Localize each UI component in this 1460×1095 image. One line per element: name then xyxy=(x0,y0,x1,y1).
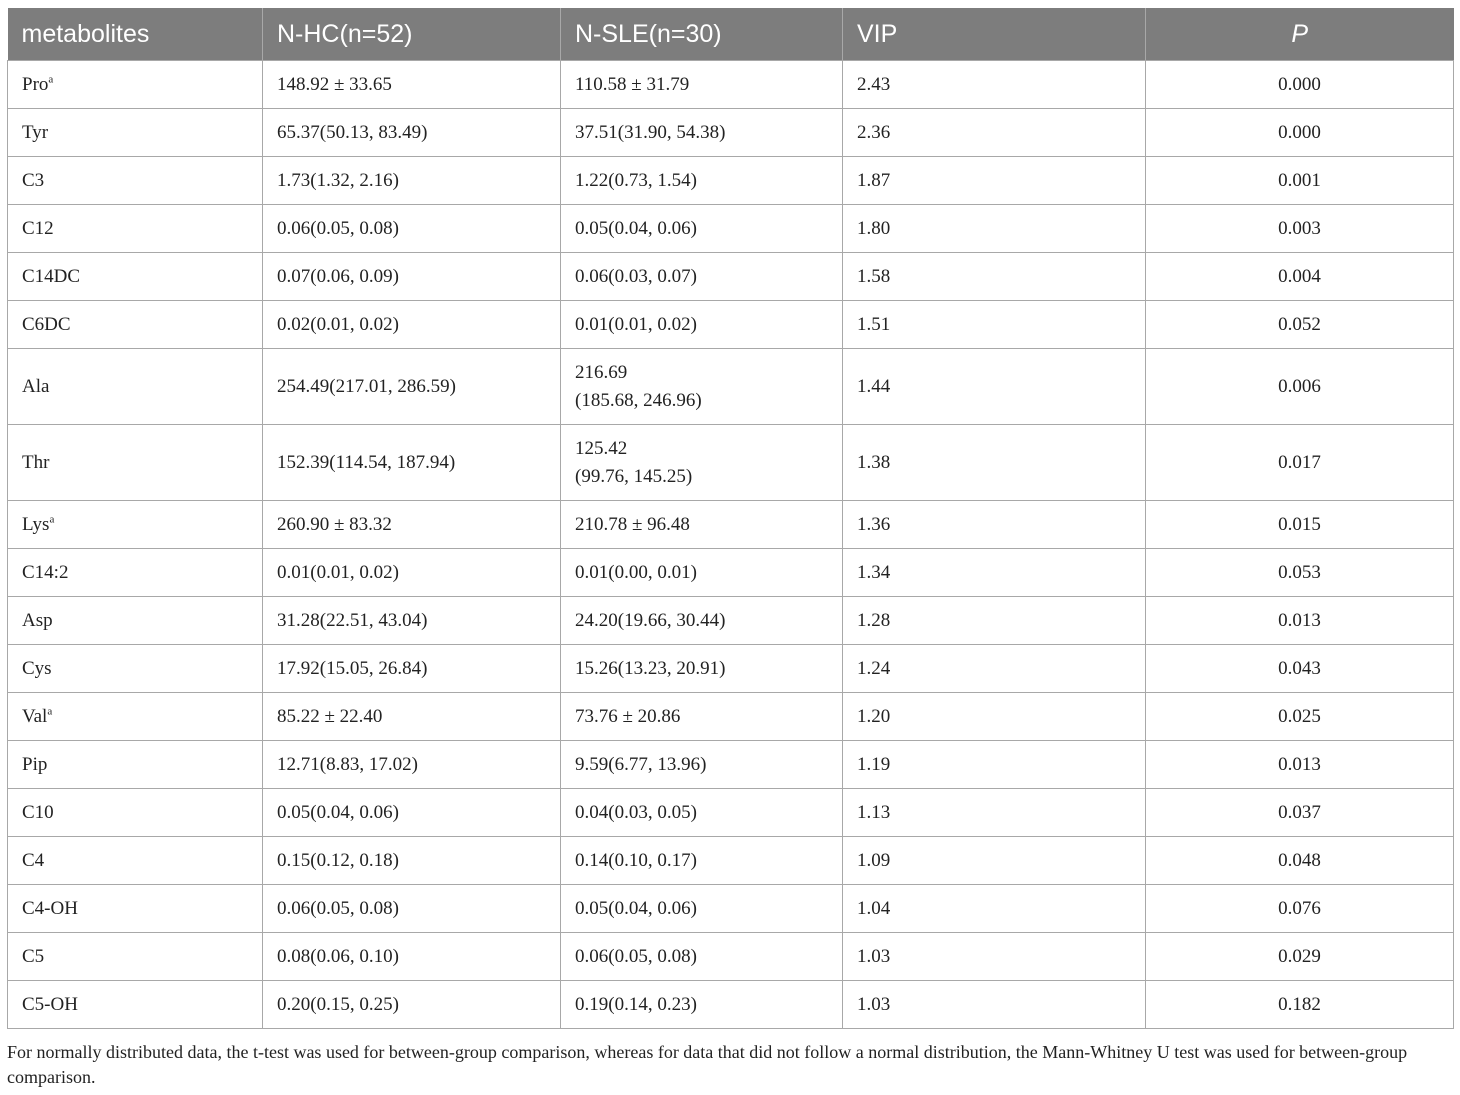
n-sle-value-cell xyxy=(561,837,843,885)
vip-value: 2.43 xyxy=(843,61,1146,109)
p-value: 0.017 xyxy=(1146,425,1454,501)
n-sle-value-cell xyxy=(561,885,843,933)
p-value: 0.013 xyxy=(1146,597,1454,645)
metabolite-name: Tyr xyxy=(22,121,49,143)
table-footnote: For normally distributed data, the t-test was used for between-group comparison, whereas for data that did not follow a normal distribution, the Mann-Whitney U test was used for between-group comparison. xyxy=(7,1042,1408,1087)
n-hc-value: 12.71(8.83, 17.02) xyxy=(263,741,561,789)
metabolite-name: C5 xyxy=(22,945,45,967)
metabolites-table xyxy=(7,8,1454,1029)
n-sle-value: 210.78 ± 96.48 xyxy=(575,513,690,535)
table-row xyxy=(8,741,1454,789)
n-sle-value: 0.06(0.05, 0.08) xyxy=(575,945,697,967)
metabolite-name-cell xyxy=(8,349,263,425)
normal-distribution-marker: a xyxy=(49,513,55,526)
table-row xyxy=(8,933,1454,981)
metabolite-name: Val xyxy=(22,705,48,727)
metabolite-name: Lys xyxy=(22,513,50,535)
n-hc-value: 0.01(0.01, 0.02) xyxy=(263,549,561,597)
table-row xyxy=(8,349,1454,425)
metabolite-name-cell xyxy=(8,693,263,741)
n-sle-value: 0.19(0.14, 0.23) xyxy=(575,993,697,1015)
n-sle-value-cell xyxy=(561,597,843,645)
n-sle-value-cell xyxy=(561,253,843,301)
vip-value: 1.34 xyxy=(843,549,1146,597)
n-sle-value: 0.01(0.00, 0.01) xyxy=(575,561,697,583)
n-hc-value: 85.22 ± 22.40 xyxy=(263,693,561,741)
n-sle-value-cell xyxy=(561,205,843,253)
n-sle-value-cell xyxy=(561,61,843,109)
vip-value: 1.36 xyxy=(843,501,1146,549)
n-hc-value: 0.20(0.15, 0.25) xyxy=(263,981,561,1029)
n-sle-value-range: (99.76, 145.25) xyxy=(575,465,693,487)
vip-value: 1.09 xyxy=(843,837,1146,885)
p-value: 0.076 xyxy=(1146,885,1454,933)
metabolite-name-cell xyxy=(8,205,263,253)
n-sle-value-cell xyxy=(561,549,843,597)
metabolite-name: Ala xyxy=(22,375,50,397)
n-sle-value-cell xyxy=(561,789,843,837)
p-value: 0.025 xyxy=(1146,693,1454,741)
p-value: 0.000 xyxy=(1146,109,1454,157)
n-hc-value: 152.39(114.54, 187.94) xyxy=(263,425,561,501)
p-value: 0.000 xyxy=(1146,61,1454,109)
n-sle-value-cell xyxy=(561,109,843,157)
n-sle-value: 0.14(0.10, 0.17) xyxy=(575,849,697,871)
n-sle-value-cell xyxy=(561,157,843,205)
n-hc-value: 0.07(0.06, 0.09) xyxy=(263,253,561,301)
header-metabolites: metabolites xyxy=(8,8,263,61)
table-row xyxy=(8,157,1454,205)
header-vip: VIP xyxy=(843,8,1146,61)
metabolite-name: Thr xyxy=(22,451,50,473)
n-sle-value: 73.76 ± 20.86 xyxy=(575,705,681,727)
metabolite-name: Pro xyxy=(22,73,49,95)
normal-distribution-marker: a xyxy=(48,73,54,86)
table-row xyxy=(8,597,1454,645)
vip-value: 1.24 xyxy=(843,645,1146,693)
n-sle-value: 125.42 xyxy=(575,437,628,459)
n-sle-value-cell xyxy=(561,501,843,549)
n-hc-value: 148.92 ± 33.65 xyxy=(263,61,561,109)
n-sle-value: 110.58 ± 31.79 xyxy=(575,73,690,95)
metabolite-name-cell xyxy=(8,741,263,789)
n-sle-value-range: (185.68, 246.96) xyxy=(575,389,702,411)
normal-distribution-marker: a xyxy=(47,705,53,718)
vip-value: 1.28 xyxy=(843,597,1146,645)
n-sle-value: 15.26(13.23, 20.91) xyxy=(575,657,726,679)
n-hc-value: 0.15(0.12, 0.18) xyxy=(263,837,561,885)
metabolite-name: Cys xyxy=(22,657,52,679)
n-sle-value: 216.69 xyxy=(575,361,628,383)
n-sle-value: 24.20(19.66, 30.44) xyxy=(575,609,726,631)
p-value: 0.052 xyxy=(1146,301,1454,349)
p-value: 0.015 xyxy=(1146,501,1454,549)
vip-value: 1.87 xyxy=(843,157,1146,205)
header-p: P xyxy=(1146,8,1454,61)
n-hc-value: 260.90 ± 83.32 xyxy=(263,501,561,549)
p-value: 0.048 xyxy=(1146,837,1454,885)
vip-value: 1.58 xyxy=(843,253,1146,301)
p-value: 0.013 xyxy=(1146,741,1454,789)
n-sle-value-cell xyxy=(561,349,843,425)
n-hc-value: 0.06(0.05, 0.08) xyxy=(263,205,561,253)
metabolite-name: C4 xyxy=(22,849,45,871)
vip-value: 1.03 xyxy=(843,981,1146,1029)
metabolite-name: C5-OH xyxy=(22,993,78,1015)
metabolite-name: C14:2 xyxy=(22,561,69,583)
p-value: 0.182 xyxy=(1146,981,1454,1029)
metabolite-name-cell xyxy=(8,253,263,301)
n-sle-value-cell xyxy=(561,301,843,349)
metabolite-name-cell xyxy=(8,109,263,157)
metabolite-name: C4-OH xyxy=(22,897,78,919)
p-value: 0.004 xyxy=(1146,253,1454,301)
metabolite-name: Asp xyxy=(22,609,53,631)
n-sle-value: 9.59(6.77, 13.96) xyxy=(575,753,707,775)
metabolite-name-cell xyxy=(8,981,263,1029)
p-value: 0.001 xyxy=(1146,157,1454,205)
n-sle-value: 0.04(0.03, 0.05) xyxy=(575,801,697,823)
vip-value: 1.13 xyxy=(843,789,1146,837)
table-row xyxy=(8,205,1454,253)
metabolite-name: C14DC xyxy=(22,265,81,287)
p-value: 0.029 xyxy=(1146,933,1454,981)
n-hc-value: 0.02(0.01, 0.02) xyxy=(263,301,561,349)
n-sle-value-cell xyxy=(561,693,843,741)
metabolite-name-cell xyxy=(8,837,263,885)
header-row xyxy=(8,8,1454,61)
n-sle-value: 0.05(0.04, 0.06) xyxy=(575,217,697,239)
n-sle-value-cell xyxy=(561,741,843,789)
table-row xyxy=(8,301,1454,349)
n-sle-value: 0.01(0.01, 0.02) xyxy=(575,313,697,335)
vip-value: 1.20 xyxy=(843,693,1146,741)
n-hc-value: 0.08(0.06, 0.10) xyxy=(263,933,561,981)
n-hc-value: 0.05(0.04, 0.06) xyxy=(263,789,561,837)
vip-value: 1.19 xyxy=(843,741,1146,789)
metabolite-name-cell xyxy=(8,789,263,837)
p-value: 0.006 xyxy=(1146,349,1454,425)
metabolite-name-cell xyxy=(8,549,263,597)
metabolite-name-cell xyxy=(8,885,263,933)
n-hc-value: 254.49(217.01, 286.59) xyxy=(263,349,561,425)
n-hc-value: 31.28(22.51, 43.04) xyxy=(263,597,561,645)
table-row xyxy=(8,693,1454,741)
n-sle-value-cell xyxy=(561,981,843,1029)
table-row xyxy=(8,789,1454,837)
metabolite-name-cell xyxy=(8,157,263,205)
n-sle-value: 1.22(0.73, 1.54) xyxy=(575,169,697,191)
p-value: 0.053 xyxy=(1146,549,1454,597)
vip-value: 1.44 xyxy=(843,349,1146,425)
n-hc-value: 17.92(15.05, 26.84) xyxy=(263,645,561,693)
n-sle-value: 0.05(0.04, 0.06) xyxy=(575,897,697,919)
metabolite-name: C10 xyxy=(22,801,54,823)
table-row xyxy=(8,425,1454,501)
table-body xyxy=(8,61,1454,1029)
n-hc-value: 65.37(50.13, 83.49) xyxy=(263,109,561,157)
vip-value: 1.80 xyxy=(843,205,1146,253)
table-row xyxy=(8,837,1454,885)
n-sle-value: 37.51(31.90, 54.38) xyxy=(575,121,726,143)
metabolite-name: C12 xyxy=(22,217,54,239)
metabolite-name-cell xyxy=(8,61,263,109)
table-row xyxy=(8,61,1454,109)
metabolite-name-cell xyxy=(8,425,263,501)
vip-value: 1.51 xyxy=(843,301,1146,349)
table-row xyxy=(8,981,1454,1029)
n-sle-value-cell xyxy=(561,645,843,693)
p-value: 0.037 xyxy=(1146,789,1454,837)
table-row xyxy=(8,549,1454,597)
table-row xyxy=(8,501,1454,549)
metabolite-name: C3 xyxy=(22,169,45,191)
metabolite-name-cell xyxy=(8,301,263,349)
n-sle-value: 0.06(0.03, 0.07) xyxy=(575,265,697,287)
table-row xyxy=(8,885,1454,933)
table-row xyxy=(8,645,1454,693)
vip-value: 1.38 xyxy=(843,425,1146,501)
metabolite-name-cell xyxy=(8,933,263,981)
vip-value: 1.04 xyxy=(843,885,1146,933)
vip-value: 1.03 xyxy=(843,933,1146,981)
metabolite-name: Pip xyxy=(22,753,48,775)
table-row xyxy=(8,109,1454,157)
p-value: 0.043 xyxy=(1146,645,1454,693)
table-header xyxy=(8,8,1454,61)
header-n-sle: N-SLE(n=30) xyxy=(561,8,843,61)
metabolite-name-cell xyxy=(8,501,263,549)
metabolite-name-cell xyxy=(8,645,263,693)
header-n-hc: N-HC(n=52) xyxy=(263,8,561,61)
n-sle-value-cell xyxy=(561,933,843,981)
metabolite-name: C6DC xyxy=(22,313,71,335)
table-row xyxy=(8,253,1454,301)
n-sle-value-cell xyxy=(561,425,843,501)
p-value: 0.003 xyxy=(1146,205,1454,253)
vip-value: 2.36 xyxy=(843,109,1146,157)
metabolite-name-cell xyxy=(8,597,263,645)
n-hc-value: 1.73(1.32, 2.16) xyxy=(263,157,561,205)
n-hc-value: 0.06(0.05, 0.08) xyxy=(263,885,561,933)
